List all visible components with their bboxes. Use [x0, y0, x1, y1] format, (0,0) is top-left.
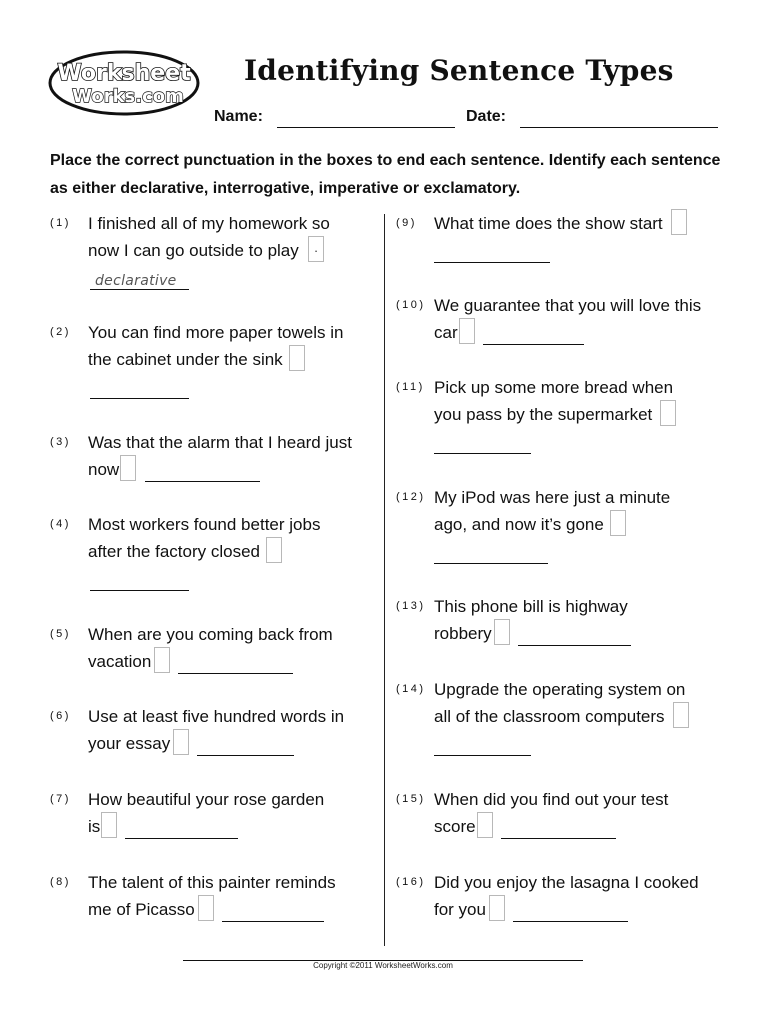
question-text-line2: the cabinet under the sink	[88, 350, 283, 369]
question-text-line1: We guarantee that you will love this	[434, 296, 702, 315]
name-field[interactable]	[277, 127, 455, 128]
question-text-line2: after the factory closed	[88, 542, 260, 561]
question-text-line1: Most workers found better jobs	[88, 515, 321, 534]
punctuation-box[interactable]	[489, 895, 505, 921]
question-text-line1: When did you find out your test	[434, 790, 669, 809]
question-item	[0, 484, 671, 565]
date-field[interactable]	[520, 127, 718, 128]
question-number: (9)	[396, 217, 417, 229]
question-number: (16)	[396, 876, 426, 888]
question-number: (14)	[396, 683, 426, 695]
punctuation-box[interactable]	[660, 400, 676, 426]
question-item	[0, 786, 669, 867]
question-text-line2: you pass by the supermarket	[434, 405, 653, 424]
question-text-line2: for you	[434, 900, 486, 919]
question-number: (2)	[50, 326, 71, 338]
question-text-line2: is	[88, 817, 101, 836]
question-number: (3)	[50, 436, 71, 448]
answer-line[interactable]	[145, 481, 260, 482]
question-text-line1: I finished all of my homework so	[88, 214, 330, 233]
answer-line[interactable]	[501, 838, 616, 839]
name-label: Name:	[214, 108, 263, 125]
answer-line[interactable]	[434, 755, 531, 756]
question-text-line1: When are you coming back from	[88, 625, 333, 644]
question-text-line2: score	[434, 817, 476, 836]
punctuation-box[interactable]	[610, 510, 626, 536]
question-text-line1: This phone bill is highway	[434, 597, 628, 616]
question-number: (11)	[396, 381, 425, 393]
question-item	[0, 869, 699, 950]
question-number: (10)	[396, 299, 426, 311]
answer-line[interactable]	[434, 563, 548, 564]
worksheetworks-logo	[48, 50, 200, 116]
question-text-line2: robbery	[434, 624, 492, 643]
question-number: (6)	[50, 710, 71, 722]
question-text-line1: The talent of this painter reminds	[88, 873, 336, 892]
question-number: (13)	[396, 600, 426, 612]
date-label: Date:	[466, 108, 507, 125]
answer-line[interactable]	[513, 921, 628, 922]
question-text-line2: now I can go outside to play	[88, 241, 299, 260]
instructions: Place the correct punctuation in the boxes to end each sentence. Identify each sentence as either declarative, interrogative, imperative or exclamatory.	[50, 152, 721, 197]
answer-line[interactable]	[518, 645, 631, 646]
question-number: (1)	[50, 217, 71, 229]
copyright: Copyright ©2011 WorksheetWorks.com	[313, 961, 453, 970]
punctuation-box[interactable]	[459, 318, 475, 344]
question-text-line1: Upgrade the operating system on	[434, 680, 686, 699]
question-number: (8)	[50, 876, 71, 888]
answer-line[interactable]	[434, 262, 550, 263]
question-text-line2: ago, and now it’s gone	[434, 515, 604, 534]
question-number: (4)	[50, 518, 71, 530]
question-text-line1: Did you enjoy the lasagna I cooked	[434, 873, 699, 892]
question-text-line2: vacation	[88, 652, 152, 671]
question-item	[0, 374, 674, 455]
question-number: (12)	[396, 491, 426, 503]
question-item	[0, 676, 686, 757]
punctuation-box[interactable]	[477, 812, 493, 838]
question-text-line2: all of the classroom computers	[434, 707, 665, 726]
answer-line[interactable]	[434, 453, 531, 454]
question-text-line1: What time does the show start	[434, 214, 663, 233]
punctuation-box[interactable]	[671, 209, 687, 235]
question-text-line1: Was that the alarm that I heard just	[88, 433, 352, 452]
question-number: (7)	[50, 793, 71, 805]
question-number: (15)	[396, 793, 426, 805]
question-text-line2: me of Picasso	[88, 900, 195, 919]
punctuation-box[interactable]	[494, 619, 510, 645]
question-text-line1: Pick up some more bread when	[434, 378, 674, 397]
punctuation-box[interactable]: .	[308, 236, 324, 262]
question-item	[0, 292, 702, 373]
punctuation-box[interactable]	[673, 702, 689, 728]
question-text-line1: You can find more paper towels in	[88, 323, 344, 342]
question-text-line1: How beautiful your rose garden	[88, 790, 325, 809]
logo-line1: Worksheet	[57, 61, 191, 86]
question-text-line1: Use at least five hundred words in	[88, 707, 345, 726]
question-item	[0, 210, 663, 291]
question-text-line2: car	[434, 323, 458, 342]
answer-line[interactable]	[483, 344, 584, 345]
question-text-line2: now	[88, 460, 120, 479]
answer-line[interactable]	[90, 590, 189, 591]
question-text-line1: My iPod was here just a minute	[434, 488, 671, 507]
page-title: Identifying Sentence Types	[244, 54, 674, 87]
question-number: (5)	[50, 628, 71, 640]
punctuation-box[interactable]	[120, 455, 136, 481]
handwritten-answer: declarative	[95, 273, 177, 289]
question-text-line2: your essay	[88, 734, 171, 753]
logo-line2: Works.com	[72, 86, 184, 107]
question-item	[0, 593, 628, 674]
column-divider	[384, 214, 385, 946]
